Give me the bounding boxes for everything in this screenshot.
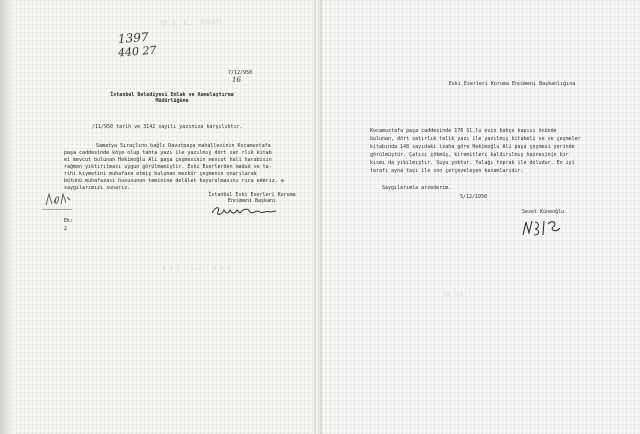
right-report-page [322,0,640,434]
enclosure-count: 2 [64,226,68,232]
bleed-through-text: D.L.L. Aban [161,16,222,30]
reference-line: /11/950 tarih ve 3142 sayılı yazınıza karşılıktır. [92,124,243,130]
body-line: paşa caddesinde köşe olup tahta yazı ile yazılmış dört sat rlık kitab [64,150,272,156]
archive-number-handwritten: 440 27 [117,43,157,60]
sender-title: İstanbul Eski Eserleri Koruma [208,192,296,198]
report-date: 5/12/1950 [460,194,488,200]
addressee: Müdürlüğüne [155,98,189,104]
report-heading: Eski Eserleri Koruma Encümeni Başkanlığına [448,81,576,87]
addressee: İstanbul Belediyesi Emlak ve Kamulaştırma [110,92,234,98]
report-body-line: kitabında 148 sayıdaki izaha göre Hekimoğlu Ali paşa çeşmesi yerinde [370,144,575,150]
body-line: rihi kıymetini muhafaza etmiş bulunan mezkür çeşmenin onarılarak [64,171,257,177]
page-gutter [314,0,322,434]
enclosure-label: Ek: [64,218,74,224]
bleed-through-text: 8 4 2 , & 2 - 4 & 9 , [162,265,238,272]
report-body-line: bulunan, dört satırlık talik yazı ile yazılmış kitabeli ve ve çeşmeler [370,136,581,142]
date-handwritten-mark: 16 [232,76,241,84]
report-body-line: Kocamustafa paşa caddesinde 176 Sl.lu evin bahçe kapısı önünde [370,128,557,134]
archive-number-handwritten: 1397 [117,29,149,47]
report-body-line: görülmüştür. Çatısı çökmüş, kiremitleri kaldırılmış haznesinin bir [370,152,569,158]
report-body-line: tarafı ayna taşı ile son çerçeveleyen kasamlarıdır. [370,168,524,174]
body-line: ei mevcut bulunan Hekimoğlu Ali paşa çeşmesinin mevcut hali harabisin [64,157,272,163]
report-signer-name: Sezet Küneoğlu [522,209,565,215]
body-line: saygılarımızı sunarız. [64,185,131,191]
letter-date: 7/12/950 [228,70,253,76]
page-edge-shadow [0,0,12,434]
body-line: bütünü muhafazası hususunun teminine delâlet buyurulmasını rica ederiz. a [64,178,284,184]
left-letter-page [12,0,314,434]
sender-title: Encümeni Başkanı [227,198,277,204]
handwritten-initials [44,191,72,209]
report-body-line: kısmı da yıkılmıştır. Suyu yoktur. Yalağı toprak ile doludur. En iyi [370,160,575,166]
pencil-underline [42,209,72,210]
body-line: rağmen yıktırılması uygun görülmemiştir. Eski Eserlerden madud ve ta- [64,164,272,170]
bleed-through-text: 19 SS . [441,289,472,299]
report-closing: Saygılarımla arzederim. [382,185,452,191]
official-signature [210,204,278,218]
signer-signature [520,216,566,238]
body-line: Samatya Sıraçlıno bağlı Davutpaşa mahallesinin Kocamustafa [96,143,271,149]
